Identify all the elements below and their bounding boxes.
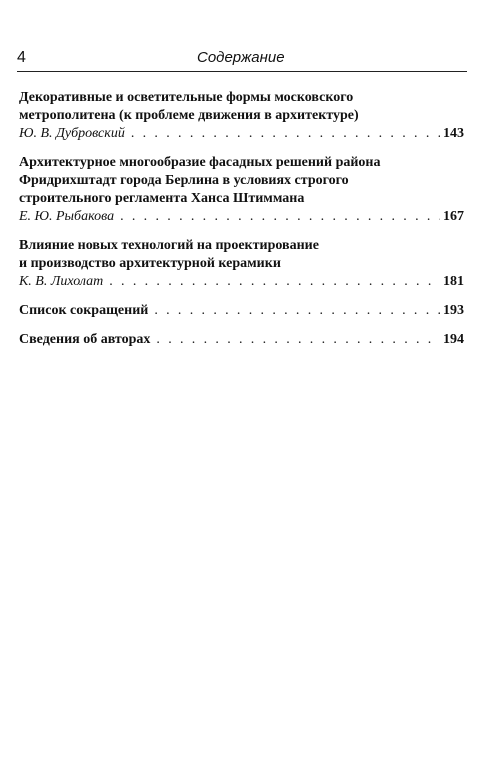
entry-title-line: Влияние новых технологий на проектирование <box>19 238 319 253</box>
dot-leader <box>131 125 440 143</box>
entry-title <box>19 89 464 125</box>
entry-author-line <box>19 208 464 226</box>
entry-page-number: 181 <box>443 274 464 289</box>
entry-author: Е. Ю. Рыбакова <box>19 209 115 224</box>
page-header <box>17 47 467 72</box>
dot-leader <box>109 273 440 291</box>
entry-title-line: Декоративные и осветительные формы московского <box>19 90 354 105</box>
entry-page-number: 167 <box>443 209 464 224</box>
entry-title-line: Фридрихштадт города Берлина в условиях строгого <box>19 173 349 188</box>
entry-title: Список сокращений <box>19 303 149 318</box>
entry-line <box>19 302 464 320</box>
entry-title-line: метрополитена (к проблеме движения в архитектуре) <box>19 108 359 123</box>
dot-leader <box>156 331 440 349</box>
entry-author: К. В. Лихолат <box>19 274 104 289</box>
toc-entry <box>19 89 464 143</box>
toc-entry-simple <box>19 331 464 349</box>
entry-author-line <box>19 125 464 143</box>
entry-line <box>19 331 464 349</box>
entry-page-number: 143 <box>443 126 464 141</box>
entry-title: Сведения об авторах <box>19 332 151 347</box>
entry-title-line: строительного регламента Ханса Штиммана <box>19 191 305 206</box>
entry-page-number: 194 <box>443 332 464 347</box>
table-of-contents <box>19 89 464 360</box>
entry-author: Ю. В. Дубровский <box>19 126 125 141</box>
page-number: 4 <box>17 49 26 66</box>
dot-leader <box>120 208 440 226</box>
entry-page-number: 193 <box>443 303 464 318</box>
toc-entry <box>19 154 464 226</box>
entry-author-line <box>19 273 464 291</box>
entry-title <box>19 237 464 273</box>
dot-leader <box>154 302 440 320</box>
entry-title-line: Архитектурное многообразие фасадных решений района <box>19 155 381 170</box>
toc-entry <box>19 237 464 291</box>
entry-title-line: и производство архитектурной керамики <box>19 256 281 271</box>
running-title: Содержание <box>197 49 285 66</box>
entry-title <box>19 154 464 208</box>
toc-entry-simple <box>19 302 464 320</box>
